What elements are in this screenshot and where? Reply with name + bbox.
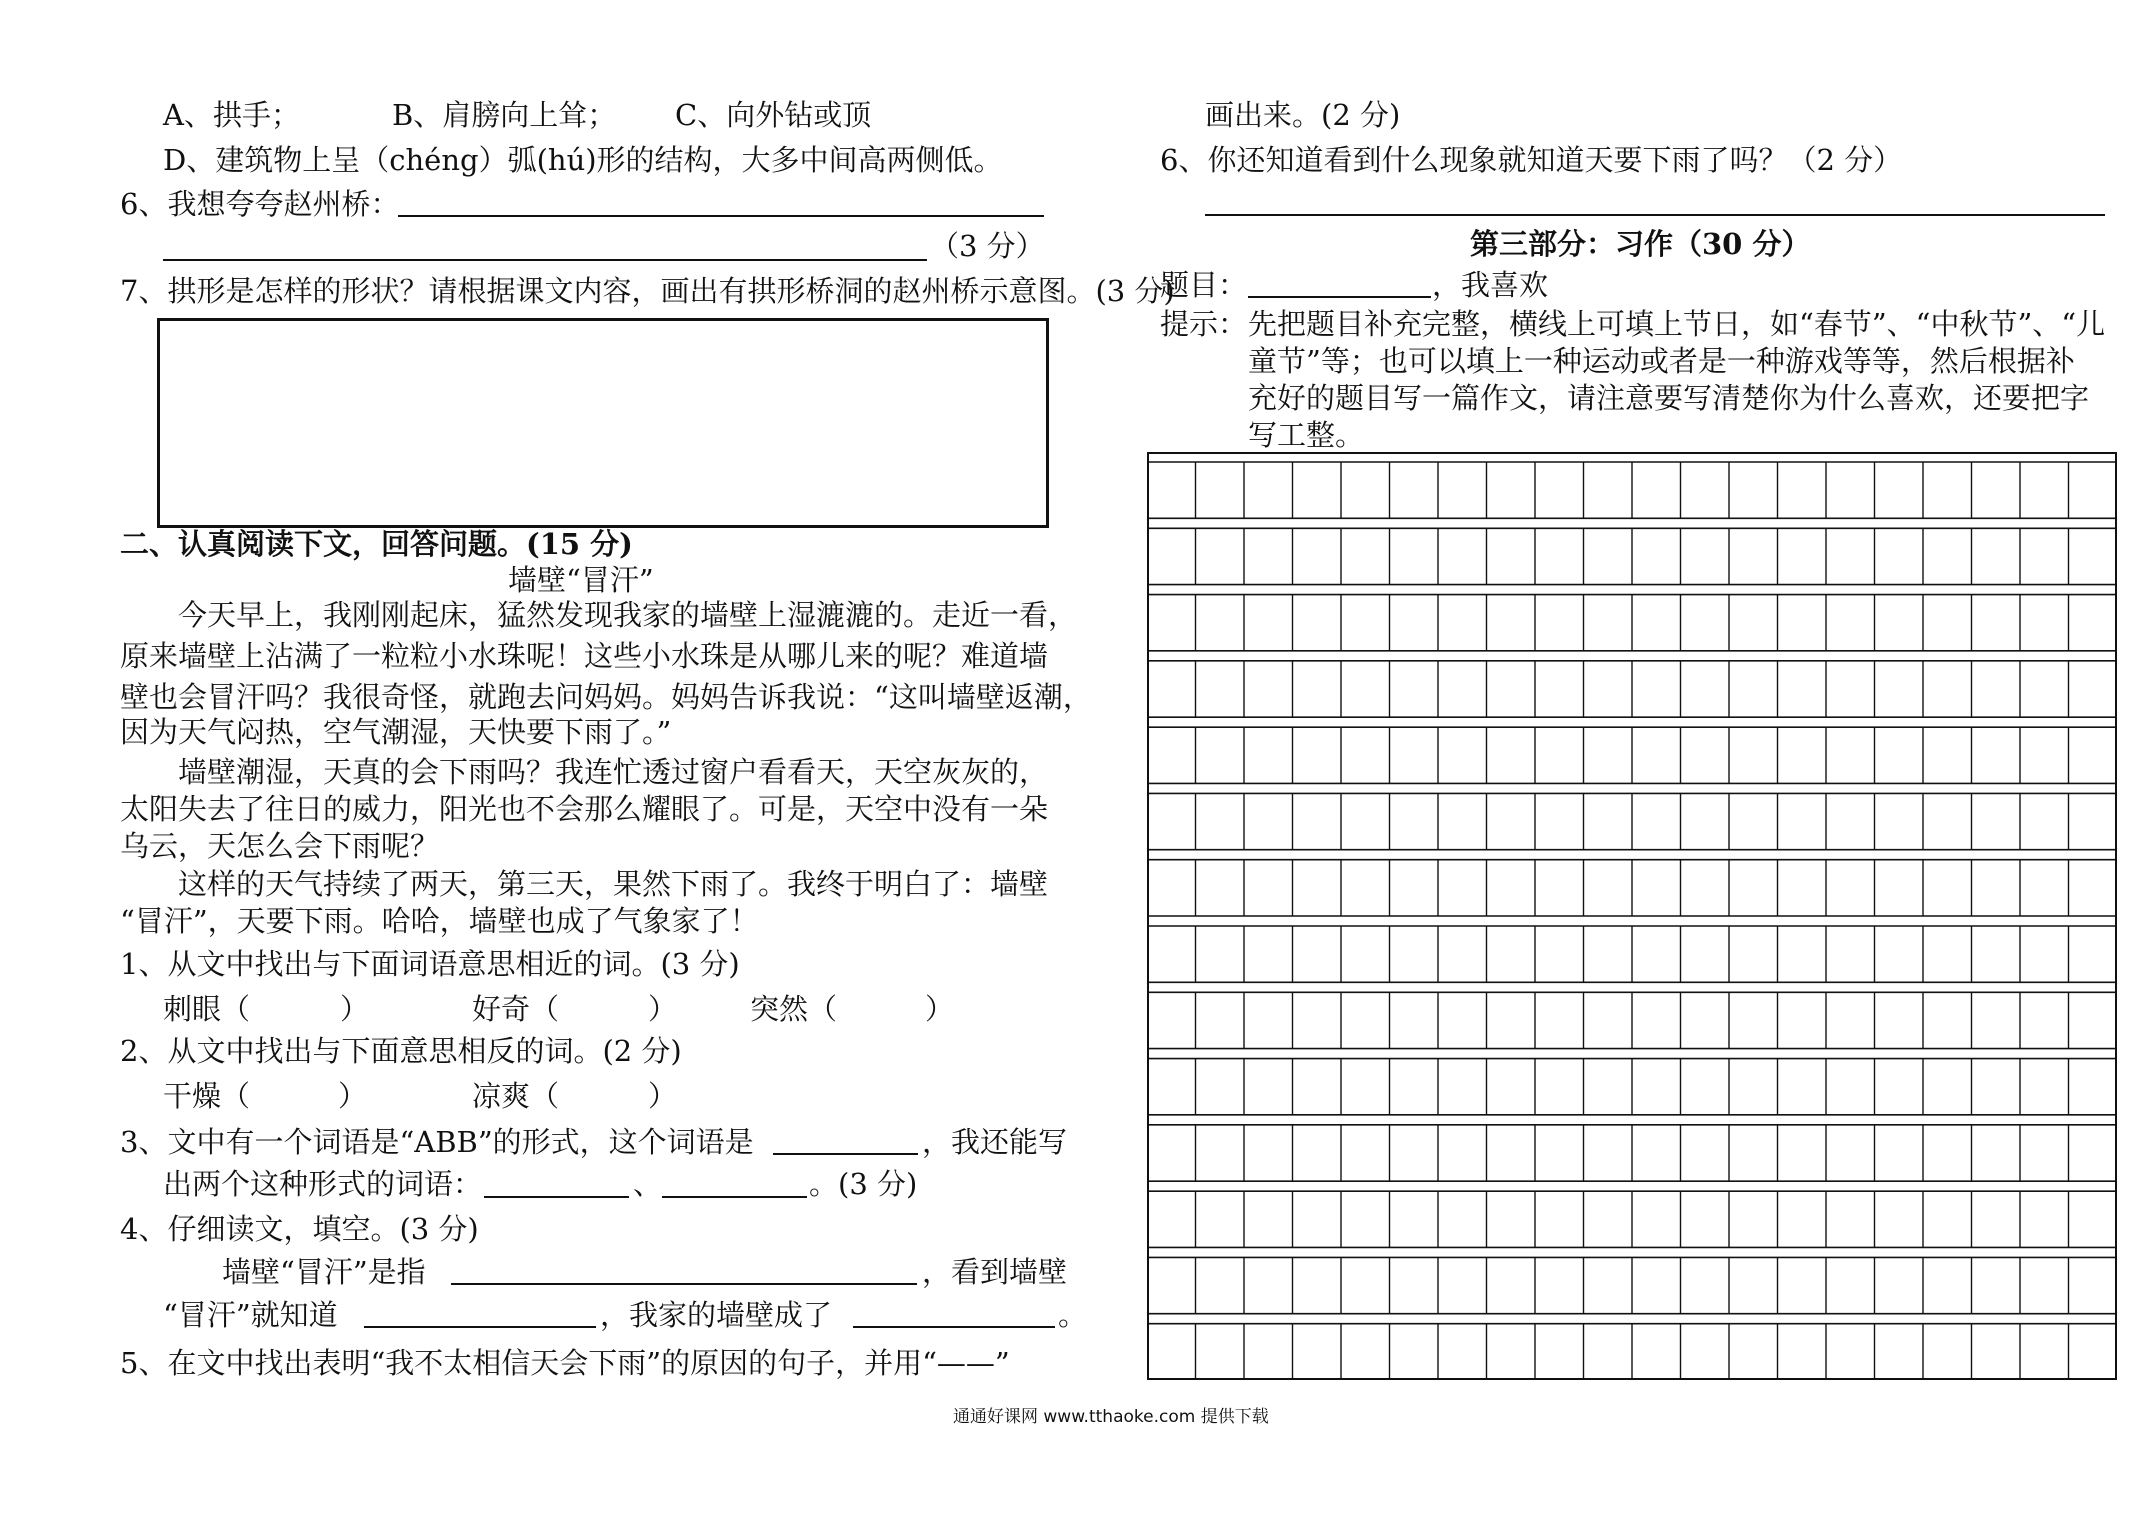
fill-prompt: 墙壁“冒汗”是指 (222, 1255, 426, 1289)
question-6-label: 6、我想夸夸赵州桥： (120, 187, 400, 221)
hint-line: 童节”等；也可以填上一种运动或者是一种游戏等等，然后根据补 (1248, 344, 2075, 378)
word-prompt: 凉爽（ (472, 1079, 560, 1113)
topic-label: 题目： (1160, 268, 1248, 302)
separator: 、 (633, 1167, 663, 1201)
answer-line[interactable] (163, 259, 927, 261)
word-close: ） (338, 1079, 368, 1113)
word-close: ） (648, 992, 678, 1026)
article-line: “冒汗”，天要下雨。哈哈，墙壁也成了气象家了！ (120, 904, 759, 938)
topic-blank[interactable] (1248, 296, 1431, 298)
answer-line[interactable] (364, 1326, 596, 1328)
answer-line[interactable] (1205, 214, 2105, 216)
word-prompt: 干燥（ (163, 1079, 251, 1113)
word-close: ） (925, 992, 955, 1026)
question-6-score: （3 分） (930, 229, 1045, 263)
fill-prompt: “冒汗”就知道 (163, 1298, 338, 1332)
section-2-title: 二、认真阅读下文，回答问题。(15 分) (120, 527, 633, 561)
hint-line: 充好的题目写一篇作文，请注意要写清楚你为什么喜欢，还要把字 (1248, 381, 2090, 415)
reading-question-3-cont: ，我还能写 (922, 1125, 1068, 1159)
composition-grid[interactable] (1147, 452, 2117, 1380)
article-line: 今天早上，我刚刚起床，猛然发现我家的墙壁上湿漉漉的。走近一看， (178, 598, 1078, 632)
article-line: 太阳失去了往日的威力，阳光也不会那么耀眼了。可是，天空中没有一朵 (120, 792, 1049, 826)
fill-prompt-cont: ，看到墙壁 (922, 1255, 1068, 1289)
article-line: 原来墙壁上沾满了一粒粒小水珠呢！这些小水珠是从哪儿来的呢？难道墙 (120, 639, 1049, 673)
article-line: 墙壁潮湿，天真的会下雨吗？我连忙透过窗户看看天，天空灰灰的， (178, 755, 1049, 789)
option-c: C、向外钻或顶 (675, 98, 872, 132)
option-a: A、拱手； (163, 98, 300, 132)
answer-line[interactable] (853, 1326, 1055, 1328)
article-line: 因为天气闷热，空气潮湿，天快要下雨了。” (120, 715, 672, 749)
option-d: D、建筑物上呈（chéng）弧(hú)形的结构，大多中间高两侧低。 (163, 143, 1003, 177)
option-b: B、肩膀向上耸； (392, 98, 617, 132)
section-3-title: 第三部分：习作（30 分） (1470, 227, 1811, 261)
reading-question-5-cont: 画出来。(2 分) (1205, 98, 1401, 132)
drawing-box[interactable] (157, 318, 1049, 528)
reading-question-2: 2、从文中找出与下面意思相反的词。(2 分) (120, 1034, 682, 1068)
score: 。(3 分) (809, 1167, 918, 1201)
answer-line[interactable] (773, 1153, 918, 1155)
word-close: ） (340, 992, 370, 1026)
hint-label: 提示： (1160, 307, 1248, 341)
reading-question-4: 4、仔细读文，填空。(3 分) (120, 1212, 479, 1246)
answer-line[interactable] (484, 1196, 629, 1198)
reading-question-1: 1、从文中找出与下面词语意思相近的词。(3 分) (120, 947, 740, 981)
answer-line[interactable] (451, 1283, 917, 1285)
article-line: 乌云，天怎么会下雨呢？ (120, 829, 440, 863)
answer-line[interactable] (398, 215, 1044, 217)
article-line: 壁也会冒汗吗？我很奇怪，就跑去问妈妈。妈妈告诉我说：“这叫墙壁返潮， (120, 680, 1092, 714)
fill-prompt-cont: ，我家的墙壁成了 (600, 1298, 833, 1332)
hint-line: 先把题目补充完整，横线上可填上节日，如“春节”、“中秋节”、“儿 (1248, 307, 2106, 341)
reading-question-6: 6、你还知道看到什么现象就知道天要下雨了吗？（2 分） (1160, 143, 1903, 177)
article-line: 这样的天气持续了两天，第三天，果然下雨了。我终于明白了：墙壁 (178, 867, 1049, 901)
word-prompt: 突然（ (750, 992, 838, 1026)
period: 。 (1058, 1298, 1088, 1332)
answer-line[interactable] (662, 1196, 807, 1198)
reading-question-3-line2: 出两个这种形式的词语： (163, 1167, 483, 1201)
word-prompt: 好奇（ (472, 992, 560, 1026)
word-prompt: 刺眼（ (163, 992, 251, 1026)
topic-suffix: ，我喜欢 (1432, 268, 1549, 302)
hint-line: 写工整。 (1248, 418, 1365, 452)
footer: 通通好课网 www.tthaoke.com 提供下载 (953, 1407, 1269, 1427)
article-title: 墙壁“冒汗” (508, 563, 654, 597)
reading-question-5: 5、在文中找出表明“我不太相信天会下雨”的原因的句子，并用“——” (120, 1346, 1010, 1380)
word-close: ） (648, 1079, 678, 1113)
reading-question-3: 3、文中有一个词语是“ABB”的形式，这个词语是 (120, 1125, 754, 1159)
question-7-label: 7、拱形是怎样的形状？请根据课文内容，画出有拱形桥洞的赵州桥示意图。(3 分) (120, 274, 1175, 308)
